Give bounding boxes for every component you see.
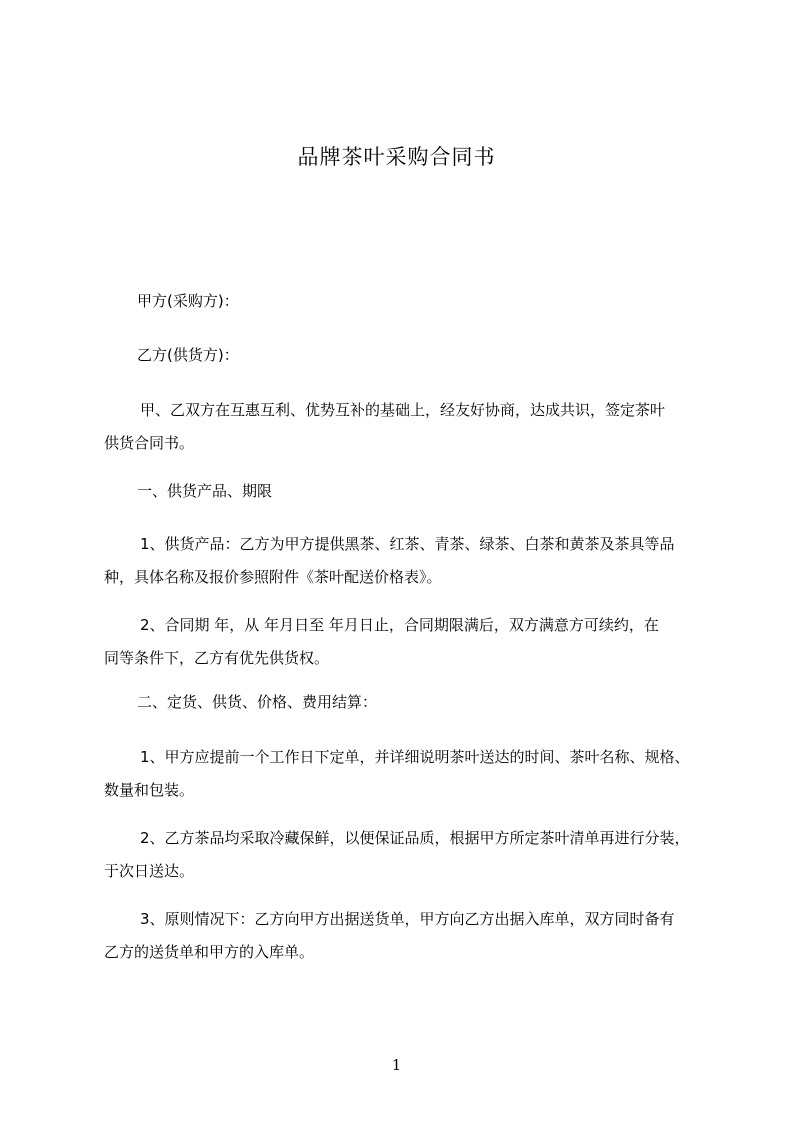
section-2-heading: 二、定货、供货、价格、费用结算：: [137, 693, 378, 711]
section-1-item-1-line-2: 种，具体名称及报价参照附件《茶叶配送价格表》。: [104, 568, 442, 586]
section-2-item-2-line-2: 于次日送达。: [104, 862, 195, 880]
section-2-item-1-line-2: 数量和包装。: [104, 781, 195, 799]
page-number: 1: [391, 1056, 402, 1074]
document-title: 品牌茶叶采购合同书: [297, 145, 496, 169]
section-2-item-2: [104, 822, 716, 888]
party-b-label: 乙方(供货方)：: [137, 346, 239, 364]
intro-paragraph: [104, 394, 716, 460]
section-2-item-1: [104, 741, 716, 807]
section-1-heading: 一、供货产品、期限: [137, 482, 273, 500]
section-2-item-3-line-1: 3、原则情况下：乙方向甲方出据送货单，甲方向乙方出据入库单，双方同时备有: [140, 910, 675, 928]
intro-line-1: 甲、乙双方在互惠互利、优势互补的基础上，经友好协商，达成共识，签定茶叶: [140, 401, 666, 419]
section-1-item-2-line-2: 同等条件下，乙方有优先供货权。: [104, 649, 330, 667]
section-2-item-1-line-1: 1、甲方应提前一个工作日下定单，并详细说明茶叶送达的时间、茶叶名称、规格、: [140, 748, 690, 766]
section-2-item-2-line-1: 2、乙方茶品均采取冷藏保鲜，以便保证品质，根据甲方所定茶叶清单再进行分装，: [140, 829, 690, 847]
section-2-item-3: [104, 903, 716, 969]
section-1-item-2: [104, 609, 716, 675]
intro-line-2: 供货合同书。: [104, 434, 195, 452]
party-a-label: 甲方(采购方)：: [137, 292, 239, 310]
section-1-item-1: [104, 528, 716, 594]
section-2-item-3-line-2: 乙方的送货单和甲方的入库单。: [104, 943, 315, 961]
section-1-item-1-line-1: 1、供货产品：乙方为甲方提供黑茶、红茶、青茶、绿茶、白茶和黄茶及茶具等品: [140, 535, 675, 553]
section-1-item-2-line-1: 2、合同期 年，从 年月日至 年月日止，合同期限满后，双方满意方可续约，在: [140, 616, 659, 634]
